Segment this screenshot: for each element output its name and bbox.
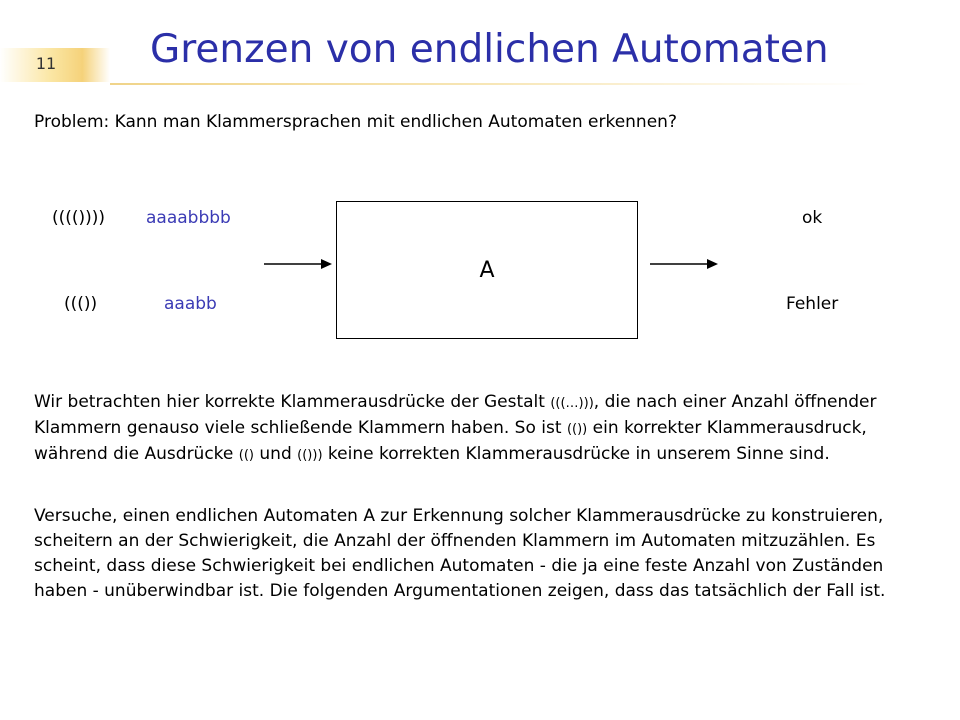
output-arrow [648,256,720,272]
problem-statement: Problem: Kann man Klammersprachen mit endlichen Automaten erkennen? [34,112,677,132]
example-correct: (()) [566,422,588,437]
paragraph-automaton-attempt: Versuche, einen endlichen Automaten A zur Erkennung solcher Klammerausdrücke zu konstruieren, scheitern an der Schwierigkeit, die Anzahl der öffnenden Klammern im Automaten mitzuzählen. Es scheint, dass diese Schwierigkeit bei endlichen Automaten - die ja eine feste Anzahl von Zuständen haben - unüberwindbar ist. Die folgenden Argumentationen zeigen, dass das tatsächlich der Fall ist. [34,506,886,601]
title-underline [110,83,870,85]
paragraph-1-text-3: ein korrekter Klammerausdruck, während die Ausdrücke [34,418,867,464]
slide-title: Grenzen von endlichen Automaten [150,27,829,72]
example-incorrect-1: (() [238,448,254,463]
output-ok: ok [802,208,823,228]
example-general-form: (((…))) [550,396,594,411]
paragraph-correct-expressions [34,390,934,468]
paragraph-1-text-2: , die nach einer Anzahl öffnender Klammern genauso viele schließende Klammern haben. So ist [34,392,877,438]
input-arrow [262,256,334,272]
output-error: Fehler [786,294,839,314]
example-incorrect-2: (())) [297,448,323,463]
input-1-letters: aaaabbbb [146,208,231,228]
slide-number: 11 [35,54,57,73]
automaton-box [336,201,638,339]
input-2-parens: ((()) [64,294,98,314]
input-2-letters: aaabb [164,294,217,314]
paragraph-1-text-4: und [254,444,298,464]
automaton-label: A [479,258,495,283]
input-1-parens: (((()))) [52,208,106,228]
paragraph-1-text-5: keine korrekten Klammerausdrücke in unserem Sinne sind. [322,444,830,464]
paragraph-1-text-1: Wir betrachten hier korrekte Klammerausdrücke der Gestalt [34,392,551,412]
